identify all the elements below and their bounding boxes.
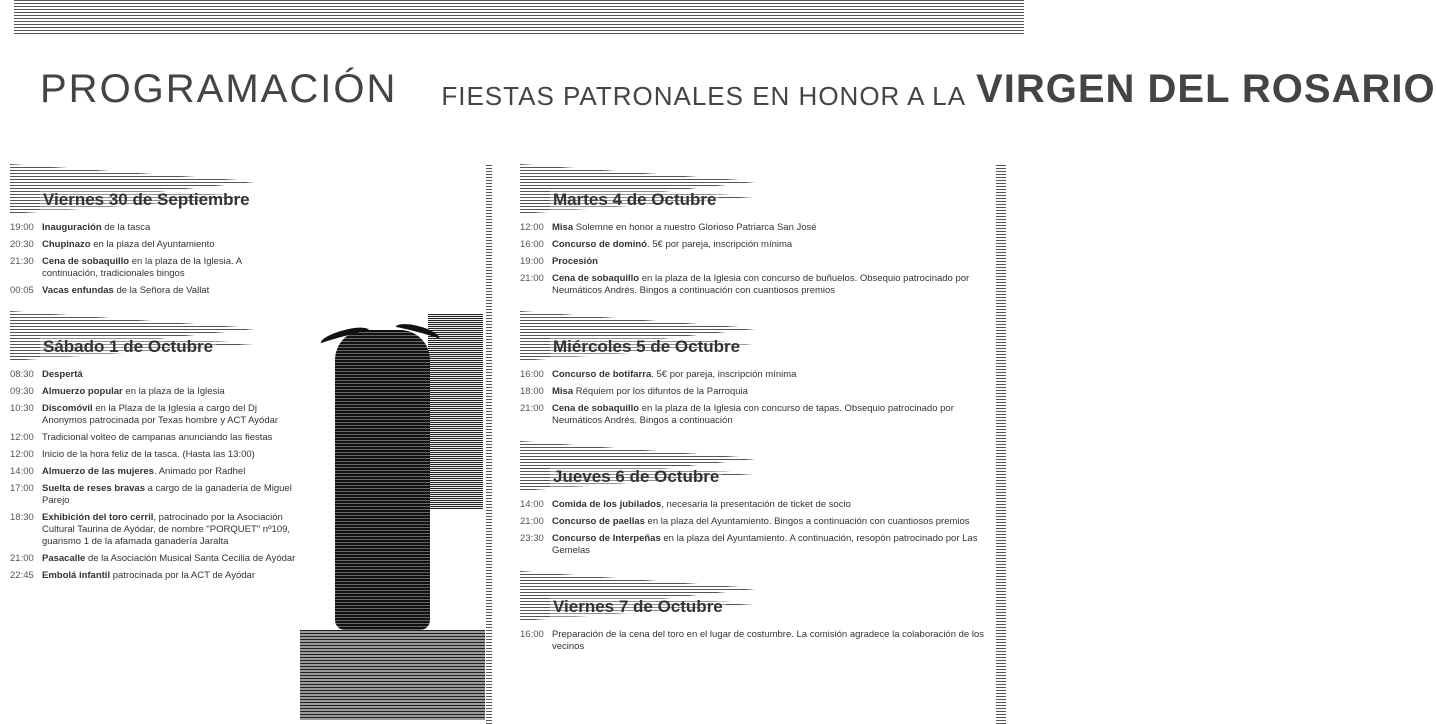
event-description	[552, 239, 792, 251]
event-item	[10, 466, 300, 478]
event-description	[42, 403, 300, 427]
event-detail: en la plaza del Ayuntamiento. Bingos a continuación con cuantiosos premios	[644, 516, 970, 527]
event-item	[10, 483, 300, 507]
event-item	[10, 403, 300, 427]
event-name: Despertá	[42, 369, 83, 380]
event-name: Cena de sobaquillo	[42, 256, 130, 267]
event-time: 18:30	[10, 512, 34, 523]
subtitle	[441, 67, 1435, 112]
event-time: 18:00	[520, 386, 544, 397]
event-detail: en la plaza de la Iglesia con concurso de tapas. Obsequio patrocinado por Neumáticos Andrés. Bingos a continuación	[552, 403, 954, 426]
event-name: Suelta de reses bravas	[42, 483, 145, 494]
event-name: Procesión	[552, 256, 598, 267]
event-detail: . 5€ por pareja, inscripción mínima	[651, 369, 797, 380]
event-description	[42, 256, 300, 280]
page-header	[40, 52, 1436, 112]
event-time: 09:30	[10, 386, 34, 397]
event-detail: de la Asociación Musical Santa Cecilia de Ayódar	[85, 553, 296, 564]
event-name: Misa	[552, 222, 574, 233]
event-time: 16:00	[520, 369, 544, 380]
day-block	[520, 156, 1000, 297]
event-item	[520, 516, 1000, 528]
event-item	[10, 449, 300, 461]
day-header	[10, 156, 300, 218]
event-time: 21:00	[10, 553, 34, 564]
event-detail: en la plaza del Ayuntamiento	[90, 239, 215, 250]
event-time: 21:00	[520, 273, 544, 284]
event-description	[552, 533, 1000, 557]
day-title: Viernes 30 de Septiembre	[40, 190, 253, 210]
event-name: Inauguración	[42, 222, 102, 233]
picture-base	[300, 630, 485, 720]
event-time: 10:30	[10, 403, 34, 414]
event-name: Vacas enfundas	[42, 285, 114, 296]
event-detail: de la tasca	[101, 222, 151, 233]
event-time: 20:30	[10, 239, 34, 250]
event-description	[552, 499, 851, 511]
event-item	[10, 222, 300, 234]
event-name: Concurso de botifarra	[552, 369, 652, 380]
day-header	[10, 303, 300, 365]
bull-figure	[335, 330, 430, 630]
event-item	[10, 386, 300, 398]
event-list	[520, 629, 1000, 653]
event-time: 12:00	[520, 222, 544, 233]
event-time: 16:00	[520, 629, 544, 640]
event-list	[10, 222, 300, 297]
event-description	[42, 449, 255, 461]
day-header	[520, 433, 1000, 495]
event-description	[42, 369, 83, 381]
right-column	[520, 150, 1000, 658]
event-detail: Tradicional volteo de campanas anunciando las fiestas	[42, 432, 273, 443]
event-description	[42, 570, 255, 582]
event-name: Chupinazo	[42, 239, 91, 250]
day-block	[520, 433, 1000, 557]
event-detail: de la Señora de Vallat	[113, 285, 210, 296]
event-description	[552, 386, 748, 398]
day-title: Sábado 1 de Octubre	[40, 337, 216, 357]
event-detail: Solemne en honor a nuestro Glorioso Patriarca San José	[573, 222, 817, 233]
event-item	[520, 386, 1000, 398]
day-title: Martes 4 de Octubre	[550, 190, 719, 210]
event-item	[520, 273, 1000, 297]
event-time: 23:30	[520, 533, 544, 544]
event-time: 08:30	[10, 369, 34, 380]
event-detail: en la Plaza de la Iglesia a cargo del Dj Anonymos patrocinada por Texas hombre y ACT Ayódar	[42, 403, 279, 426]
day-block	[10, 156, 300, 297]
event-detail: en la plaza de la Iglesia	[122, 386, 225, 397]
day-block	[10, 303, 300, 582]
event-description	[42, 386, 225, 398]
event-time: 21:00	[520, 516, 544, 527]
event-time: 12:00	[10, 449, 34, 460]
event-time: 00:05	[10, 285, 34, 296]
event-list	[520, 499, 1000, 557]
left-column	[10, 150, 300, 587]
event-description	[42, 512, 300, 548]
event-name: Concurso de Interpeñas	[552, 533, 661, 544]
event-time: 21:00	[520, 403, 544, 414]
event-time: 19:00	[10, 222, 34, 233]
event-list	[520, 222, 1000, 297]
day-header	[520, 303, 1000, 365]
event-description	[42, 239, 215, 251]
event-description	[552, 516, 970, 528]
event-name: Comida de los jubilados	[552, 499, 662, 510]
event-description	[42, 553, 295, 565]
event-name: Cena de sobaquillo	[552, 403, 640, 414]
event-item	[520, 629, 1000, 653]
event-detail: en la plaza de la Iglesia con concurso de buñuelos. Obsequio patrocinado por Neumáticos Andrés. Bingos a continuación con cuantiosos premios	[552, 273, 970, 296]
event-detail: Inicio de la hora feliz de la tasca. (Hasta las 13:00)	[42, 449, 255, 460]
event-time: 14:00	[520, 499, 544, 510]
top-decorative-band	[14, 0, 1024, 34]
event-item	[520, 239, 1000, 251]
day-title: Viernes 7 de Octubre	[550, 597, 726, 617]
event-time: 12:00	[10, 432, 34, 443]
event-detail: Preparación de la cena del toro en el lugar de costumbre. La comisión agradece la colaboración de los vecinos	[552, 629, 984, 652]
event-description	[552, 403, 1000, 427]
event-item	[10, 432, 300, 444]
event-description	[552, 369, 796, 381]
event-item	[520, 369, 1000, 381]
event-name: Discomóvil	[42, 403, 93, 414]
day-header	[520, 156, 1000, 218]
day-title: Jueves 6 de Octubre	[550, 467, 722, 487]
event-name: Misa	[552, 386, 574, 397]
event-name: Almuerzo de las mujeres	[42, 466, 154, 477]
event-description	[42, 222, 150, 234]
event-name: Embolá infantil	[42, 570, 111, 581]
event-item	[10, 256, 300, 280]
subtitle-fiestas: FIESTAS PATRONALES EN HONOR A LA	[441, 81, 967, 111]
event-time: 22:45	[10, 570, 34, 581]
event-time: 21:30	[10, 256, 34, 267]
event-description	[552, 256, 598, 268]
event-name: Exhibición del toro cerril	[42, 512, 154, 523]
event-description	[552, 273, 1000, 297]
event-detail: , necesaria la presentación de ticket de socio	[661, 499, 851, 510]
day-block	[520, 303, 1000, 427]
event-name: Concurso de dominó	[552, 239, 647, 250]
event-item	[10, 570, 300, 582]
bull-picture	[300, 300, 485, 720]
day-block	[520, 563, 1000, 653]
subtitle-virgen: VIRGEN DEL ROSARIO	[976, 67, 1436, 111]
event-item	[520, 533, 1000, 557]
day-title: Miércoles 5 de Octubre	[550, 337, 743, 357]
event-item	[10, 369, 300, 381]
event-item	[10, 285, 300, 297]
event-name: Pasacalle	[42, 553, 86, 564]
event-item	[520, 222, 1000, 234]
event-description	[42, 432, 272, 444]
event-detail: . Animado por Radhel	[153, 466, 246, 477]
event-item	[520, 256, 1000, 268]
event-item	[10, 239, 300, 251]
event-description	[42, 466, 245, 478]
event-detail: en la plaza de la Iglesia. A continuación, tradicionales bingos	[42, 256, 242, 279]
event-detail: a cargo de la ganadería de Miguel Parejo	[42, 483, 292, 506]
event-item	[520, 403, 1000, 427]
event-time: 16:00	[520, 239, 544, 250]
event-detail: patrocinada por la ACT de Ayódar	[110, 570, 255, 581]
event-detail: . 5€ por pareja, inscripción mínima	[647, 239, 793, 250]
event-name: Concurso de paellas	[552, 516, 645, 527]
event-description	[552, 222, 817, 234]
event-item	[10, 512, 300, 548]
event-time: 14:00	[10, 466, 34, 477]
day-header	[520, 563, 1000, 625]
event-name: Cena de sobaquillo	[552, 273, 640, 284]
event-item	[520, 499, 1000, 511]
event-description	[42, 285, 209, 297]
event-detail: , patrocinado por la Asociación Cultural Taurina de Ayódar, de nombre "PORQUET" nº109, guarismo 1 de la afamada ganadería Jaralta	[42, 512, 291, 547]
event-detail: Réquiem por los difuntos de la Parroquia	[573, 386, 748, 397]
event-name: Almuerzo popular	[42, 386, 123, 397]
event-description	[552, 629, 1000, 653]
event-item	[10, 553, 300, 565]
page-title: PROGRAMACIÓN	[40, 67, 398, 111]
event-description	[42, 483, 300, 507]
column-divider	[486, 165, 492, 724]
event-list	[10, 369, 300, 582]
event-detail: en la plaza del Ayuntamiento. A continuación, resopón patrocinado por Las Gemelas	[552, 533, 978, 556]
event-list	[520, 369, 1000, 427]
event-time: 19:00	[520, 256, 544, 267]
event-time: 17:00	[10, 483, 34, 494]
